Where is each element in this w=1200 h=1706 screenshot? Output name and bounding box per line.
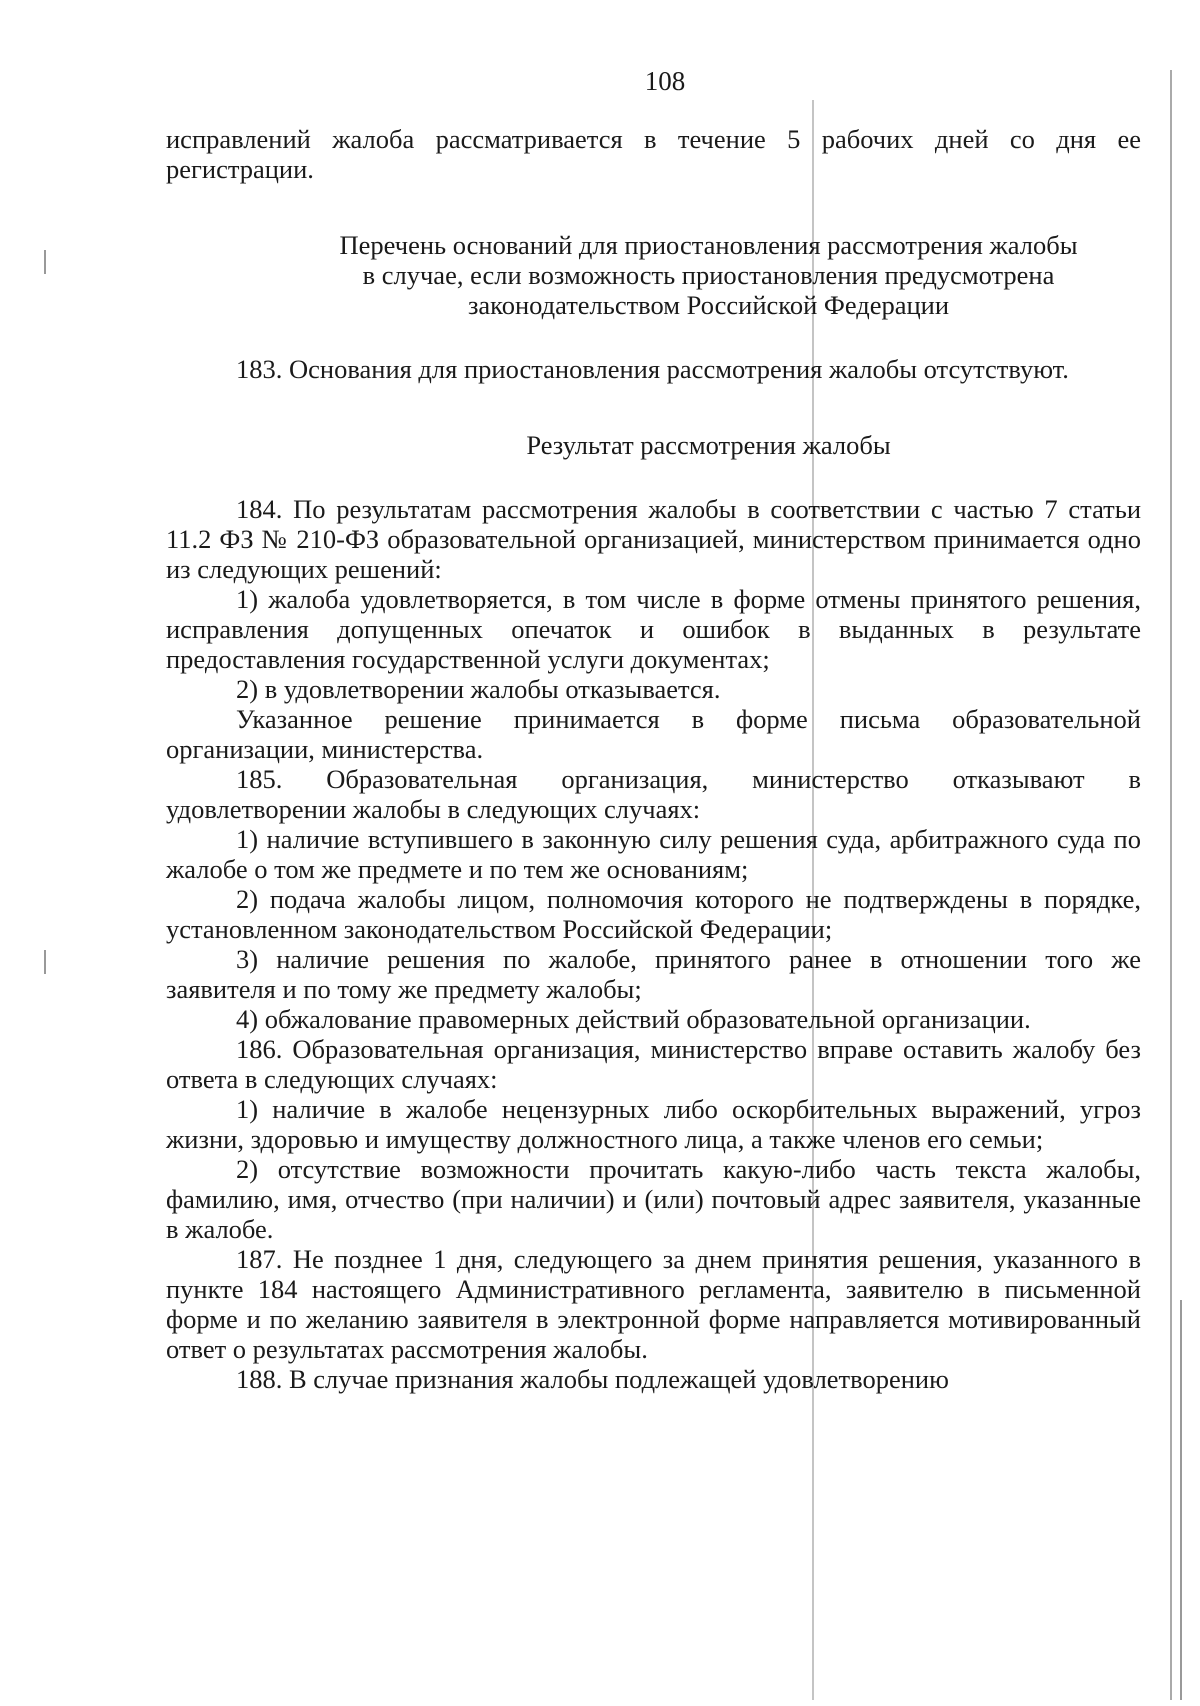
paragraph-intro: исправлений жалоба рассматривается в течение 5 рабочих дней со дня ее регистрации. — [166, 124, 1141, 184]
heading-line: Результат рассмотрения жалобы — [526, 430, 891, 460]
document-body — [166, 124, 1141, 1394]
page-number: 108 — [644, 66, 686, 96]
paragraph-187: 187. Не позднее 1 дня, следующего за днем принятия решения, указанного в пункте 184 настоящего Административного регламента, заявителю в письменной форме и по желанию заявителя в электронной форме направляется мотивированный ответ о результатах рассмотрения жалобы. — [166, 1244, 1141, 1364]
heading-line: законодательством Российской Федерации — [467, 290, 950, 320]
paragraph-188: 188. В случае признания жалобы подлежащей удовлетворению — [236, 1364, 949, 1394]
paragraph-186: 186. Образовательная организация, министерство вправе оставить жалобу без ответа в следующих случаях: — [166, 1034, 1141, 1094]
scan-line-right-edge — [1180, 1300, 1182, 1700]
paragraph-185-item-2: 2) подача жалобы лицом, полномочия которого не подтверждены в порядке, установленном законодательством Российской Федерации; — [166, 884, 1141, 944]
paragraph-185-item-4: 4) обжалование правомерных действий образовательной организации. — [236, 1004, 1031, 1034]
paragraph-185-item-3: 3) наличие решения по жалобе, принятого ранее в отношении того же заявителя и по тому же предмету жалобы; — [166, 944, 1141, 1004]
paragraph-184-item-1: 1) жалоба удовлетворяется, в том числе в форме отмены принятого решения, исправления допущенных опечаток и ошибок в выданных в результате предоставления государственной услуги документах; — [166, 584, 1141, 674]
paragraph-186-item-1: 1) наличие в жалобе нецензурных либо оскорбительных выражений, угроз жизни, здоровью и имуществу должностного лица, а также членов его семьи; — [166, 1094, 1141, 1154]
scan-line-right — [1170, 70, 1172, 1700]
scan-line-left-2 — [44, 950, 46, 974]
paragraph-185: 185. Образовательная организация, министерство отказывают в удовлетворении жалобы в следующих случаях: — [166, 764, 1141, 824]
scan-line-left-1 — [44, 250, 46, 274]
heading-line: Перечень оснований для приостановления рассмотрения жалобы — [339, 230, 1078, 260]
paragraph-186-item-2: 2) отсутствие возможности прочитать какую-либо часть текста жалобы, фамилию, имя, отчество (при наличии) и (или) почтовый адрес заявителя, указанные в жалобе. — [166, 1154, 1141, 1244]
section-heading-result — [166, 430, 1141, 460]
paragraph-185-item-1: 1) наличие вступившего в законную силу решения суда, арбитражного суда по жалобе о том же предмете и по тем же основаниям; — [166, 824, 1141, 884]
paragraph-184-item-2: 2) в удовлетворении жалобы отказывается. — [236, 674, 721, 704]
paragraph-184-decision-form: Указанное решение принимается в форме письма образовательной организации, министерства. — [166, 704, 1141, 764]
paragraph-183: 183. Основания для приостановления рассмотрения жалобы отсутствуют. — [236, 354, 1069, 384]
heading-line: в случае, если возможность приостановления предусмотрена — [362, 260, 1055, 290]
section-heading-suspension — [166, 230, 1141, 320]
paragraph-184: 184. По результатам рассмотрения жалобы в соответствии с частью 7 статьи 11.2 ФЗ № 210-ФЗ образовательной организацией, министерством принимается одно из следующих решений: — [166, 494, 1141, 584]
